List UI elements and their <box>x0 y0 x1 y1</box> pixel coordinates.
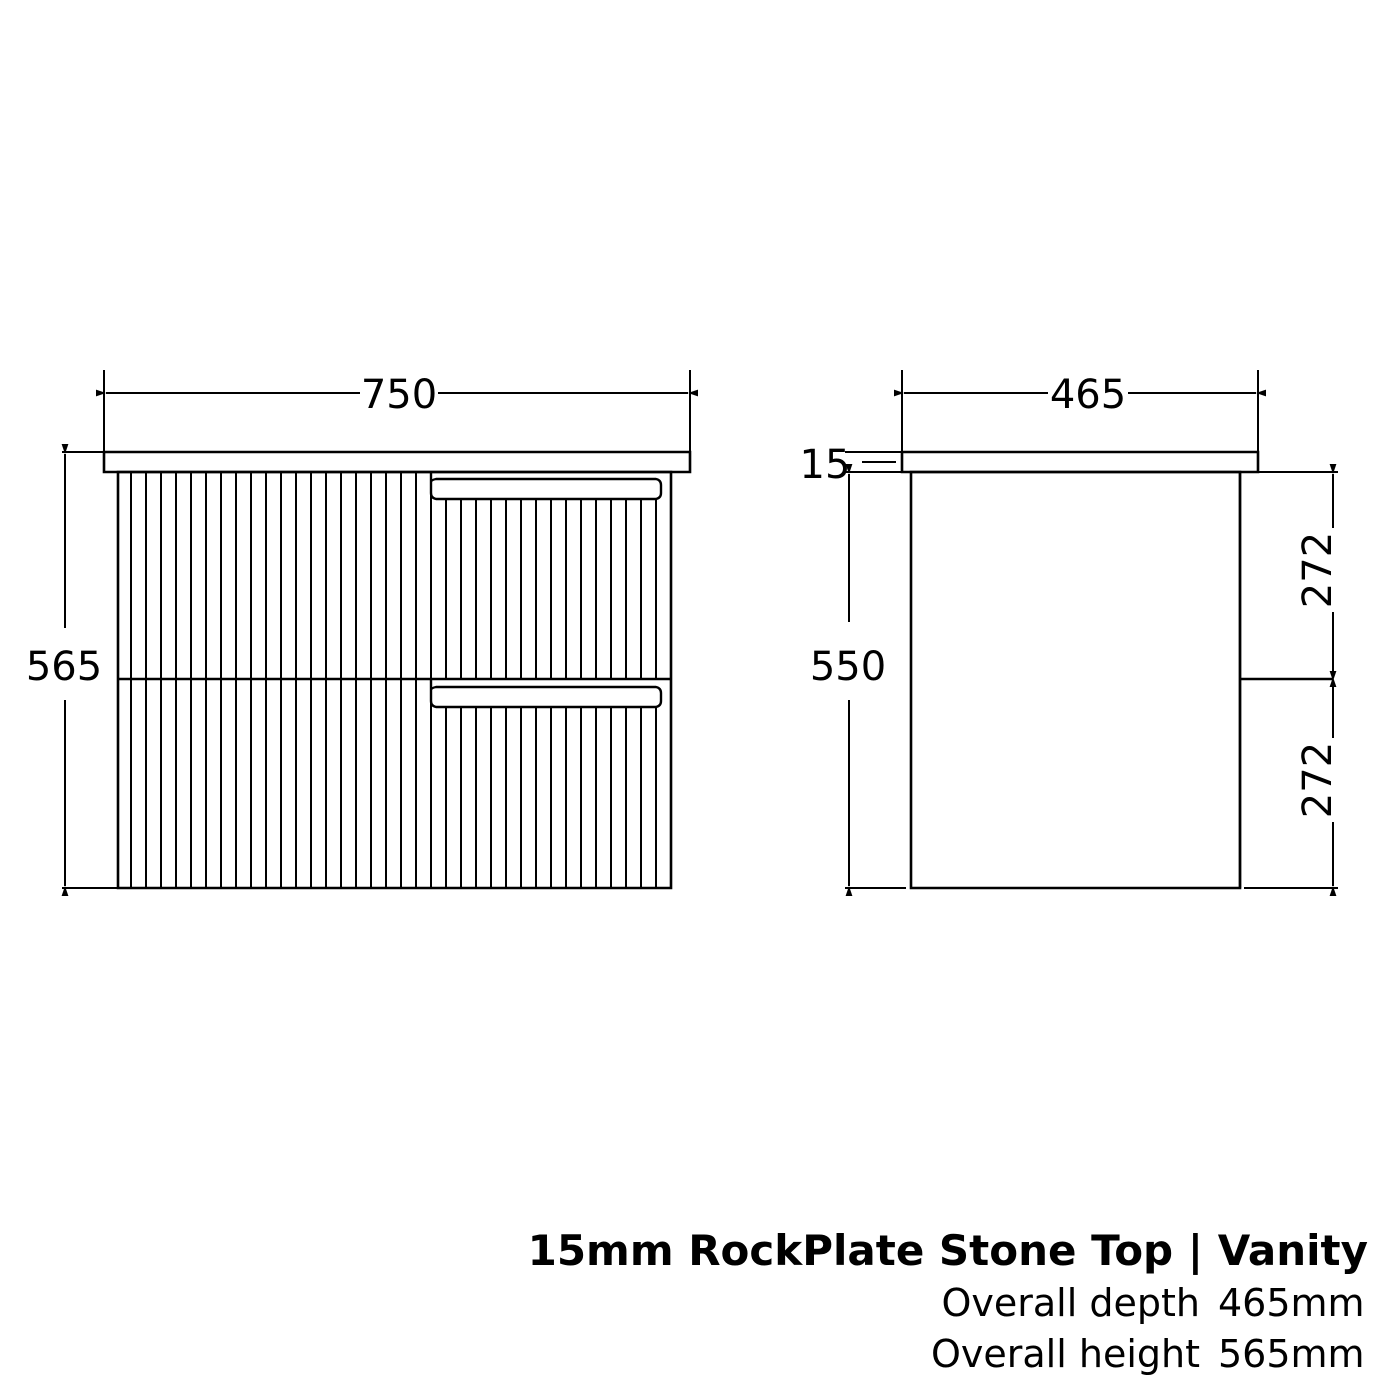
side-cabinet-body <box>911 472 1240 888</box>
caption-spec-depth-value: 465mm <box>1218 1280 1365 1325</box>
dimension-label-15: 15 <box>799 442 851 488</box>
front-fluting-upper <box>131 472 656 679</box>
front-cabinet-body <box>118 472 671 888</box>
dimension-label-465: 465 <box>1049 372 1127 418</box>
caption-spec-height <box>528 1332 1368 1378</box>
caption-spec-depth-label: Overall depth <box>941 1280 1200 1325</box>
caption-block <box>528 1227 1368 1378</box>
dimension-label-550: 550 <box>809 644 887 690</box>
caption-title: 15mm RockPlate Stone Top | Vanity <box>527 1225 1368 1275</box>
upper-drawer-handle <box>431 472 661 499</box>
caption-spec-depth <box>528 1281 1368 1327</box>
lower-drawer-handle <box>431 679 661 707</box>
side-stone-top <box>902 452 1258 472</box>
dimension-top-thickness-15 <box>845 452 906 472</box>
dimension-label-750: 750 <box>360 372 438 418</box>
dimension-label-272-upper: 272 <box>1295 531 1341 609</box>
dimension-label-272-lower: 272 <box>1295 741 1341 819</box>
caption-spec-height-label: Overall height <box>930 1332 1200 1377</box>
front-stone-top <box>104 452 690 472</box>
dimension-label-565: 565 <box>25 644 103 690</box>
front-fluting-lower <box>131 679 656 888</box>
caption-spec-height-value: 565mm <box>1218 1332 1365 1377</box>
